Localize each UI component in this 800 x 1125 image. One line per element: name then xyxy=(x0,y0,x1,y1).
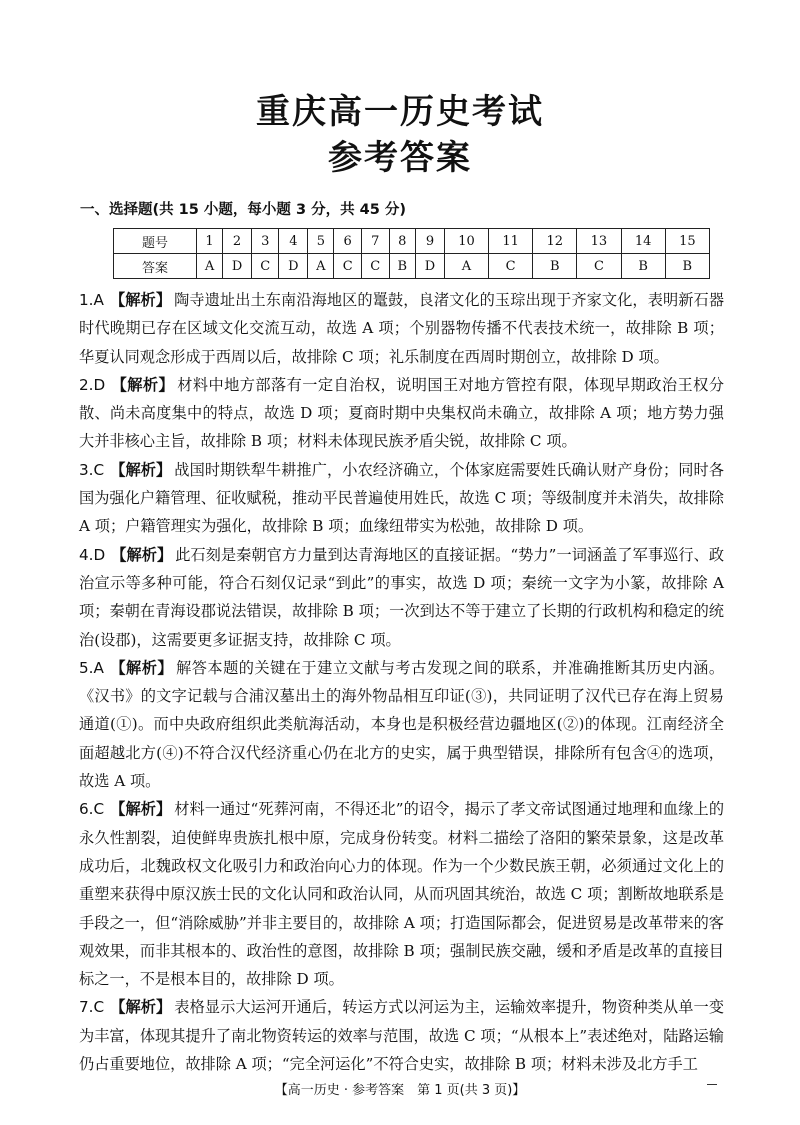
answer-table-answer-label: 答案 xyxy=(114,254,197,279)
answer-table-number-cell: 10 xyxy=(444,229,488,254)
answer-table-number-cell: 6 xyxy=(334,229,362,254)
question-item xyxy=(79,371,724,456)
analysis-tag: 【解析】 xyxy=(110,460,172,479)
analysis-tag: 【解析】 xyxy=(110,800,172,819)
question-analysis-text: 材料中地方部落有一定自治权，说明国王对地方管控有限，体现早期政治王权分散、尚未高度集中的特点，故选 D 项；夏商时期中央集权尚未确立，故排除 A 项；地方势力强大并非核心主旨，故排除 B 项；材料未体现民族矛盾尖锐，故排除 C 项。 xyxy=(79,375,725,451)
answer-table-answer-cell: A xyxy=(444,254,488,279)
question-number: 2.D xyxy=(79,375,106,394)
answer-table-number-cell: 12 xyxy=(533,229,577,254)
answer-table-number-cell: 11 xyxy=(489,229,533,254)
answer-table-number-cell: 4 xyxy=(279,229,308,254)
question-number: 7.C xyxy=(79,998,105,1017)
question-item xyxy=(79,286,724,371)
question-analysis-text: 表格显示大运河开通后，转运方式以河运为主，运输效率提升，物资种类从单一变为丰富，体现其提升了南北物资转运的效率与范围，故选 C 项；“从根本上”表述绝对，陆路运输仍占重要地位，故排除 A 项；“完全河运化”不符合史实，故排除 B 项；材料未涉及北方手工 xyxy=(79,998,725,1074)
answer-table-answer-cell: B xyxy=(665,254,709,279)
question-list xyxy=(79,286,724,1078)
answer-table-number-cell: 2 xyxy=(223,229,252,254)
answer-table-answer-row xyxy=(114,254,710,279)
answer-table-answer-cell: D xyxy=(416,254,445,279)
question-item xyxy=(79,795,724,993)
question-analysis-text: 此石刻是秦朝官方力量到达青海地区的直接证据。“势力”一词涵盖了军事巡行、政治宣示等多种可能，符合石刻仅记录“到此”的事实，故选 D 项；秦统一文字为小篆，故排除 A 项；秦朝在青海设郡说法错误，故排除 B 项；一次到达不等于建立了长期的行政机构和稳定的统治(设郡)，这需要更多证据支持，故排除 C 项。 xyxy=(79,545,725,649)
answer-table-answer-cell: B xyxy=(389,254,416,279)
answer-table-number-cell: 9 xyxy=(416,229,445,254)
answer-table-number-cell: 14 xyxy=(621,229,665,254)
analysis-tag: 【解析】 xyxy=(111,375,175,394)
answer-table-answer-cell: B xyxy=(533,254,577,279)
analysis-tag: 【解析】 xyxy=(111,545,173,564)
analysis-tag: 【解析】 xyxy=(110,998,172,1017)
question-number: 4.D xyxy=(79,545,106,564)
answer-table-answer-cell: C xyxy=(489,254,533,279)
answer-table-answer-cell: D xyxy=(279,254,308,279)
question-analysis-text: 战国时期铁犁牛耕推广，小农经济确立，个体家庭需要姓氏确认财产身份；同时各国为强化户籍管理、征收赋税，推动平民普遍使用姓氏，故选 C 项；等级制度并未消失，故排除 A 项；户籍管理实为强化，故排除 B 项；血缘纽带实为松弛，故排除 D 项。 xyxy=(79,460,725,536)
question-number: 5.A xyxy=(79,658,104,677)
answer-table-number-cell: 7 xyxy=(361,229,389,254)
answer-table-number-row xyxy=(114,229,710,254)
analysis-tag: 【解析】 xyxy=(109,291,172,309)
question-item xyxy=(79,541,724,654)
answer-table-number-cell: 13 xyxy=(577,229,621,254)
question-number: 6.C xyxy=(79,800,105,819)
question-analysis-text: 陶寺遗址出土东南沿海地区的鼍鼓，良渚文化的玉琮出现于齐家文化，表明新石器时代晚期已存在区域文化交流互动，故选 A 项；个别器物传播不代表技术统一，故排除 B 项；华夏认同观念形成于西周以后，故排除 C 项；礼乐制度在西周时期创立，故排除 D 项。 xyxy=(79,291,725,366)
page-footer: 【高一历史 · 参考答案 第 1 页(共 3 页)】 xyxy=(274,1083,526,1098)
question-analysis-text: 解答本题的关键在于建立文献与考古发现之间的联系，并准确推断其历史内涵。《汉书》的文字记载与合浦汉墓出土的海外物品相互印证(③)，共同证明了汉代已存在海上贸易通道(①)。而中央政府组织此类航海活动，本身也是积极经营边疆地区(②)的体现。江南经济全面超越北方(④)不符合汉代经济重心仍在北方的史实，属于典型错误，排除所有包含④的选项，故选 A 项。 xyxy=(79,658,725,791)
answer-table-answer-cell: D xyxy=(223,254,252,279)
answer-table-answer-cell: B xyxy=(621,254,665,279)
answer-table-answer-cell: A xyxy=(308,254,334,279)
answer-table-number-cell: 8 xyxy=(389,229,416,254)
question-number: 3.C xyxy=(79,460,105,479)
answer-table-answer-cell: A xyxy=(197,254,223,279)
question-analysis-text: 材料一通过“死葬河南，不得还北”的诏令，揭示了孝文帝试图通过地理和血缘上的永久性割裂，迫使鲜卑贵族扎根中原，完成身份转变。材料二描绘了洛阳的繁荣景象，这是改革成功后，北魏政权文化吸引力和政治向心力的体现。作为一个少数民族王朝，必须通过文化上的重塑来获得中原汉族士民的文化认同和政治认同，从而巩固其统治，故选 C 项；割断故地联系是手段之一，但“消除威胁”并非主要目的，故排除 A 项；打造国际都会，促进贸易是改革带来的客观效果，而非其根本的、政治性的意图，故排除 B 项；强制民族交融，缓和矛盾是改革的直接目标之一，不是根本目的，故排除 D 项。 xyxy=(79,800,725,989)
question-number: 1.A xyxy=(79,291,104,309)
answer-table-number-cell: 3 xyxy=(251,229,279,254)
answer-table-answer-cell: C xyxy=(577,254,621,279)
answer-table-number-cell: 1 xyxy=(197,229,223,254)
corner-dash xyxy=(707,1084,717,1085)
question-item xyxy=(79,654,724,795)
answer-table-answer-cell: C xyxy=(334,254,362,279)
answer-table xyxy=(113,228,710,279)
answer-table-answer-cell: C xyxy=(251,254,279,279)
answer-table-answer-cell: C xyxy=(361,254,389,279)
answer-table-number-cell: 15 xyxy=(665,229,709,254)
page-subtitle: 参考答案 xyxy=(328,138,472,178)
question-item xyxy=(79,993,724,1078)
answer-table-number-cell: 5 xyxy=(308,229,334,254)
page-title: 重庆高一历史考试 xyxy=(256,92,544,132)
answer-table-number-label: 题号 xyxy=(114,229,197,254)
section-heading: 一、选择题(共 15 小题，每小题 3 分，共 45 分) xyxy=(80,202,406,218)
question-item xyxy=(79,456,724,541)
analysis-tag: 【解析】 xyxy=(109,658,174,677)
